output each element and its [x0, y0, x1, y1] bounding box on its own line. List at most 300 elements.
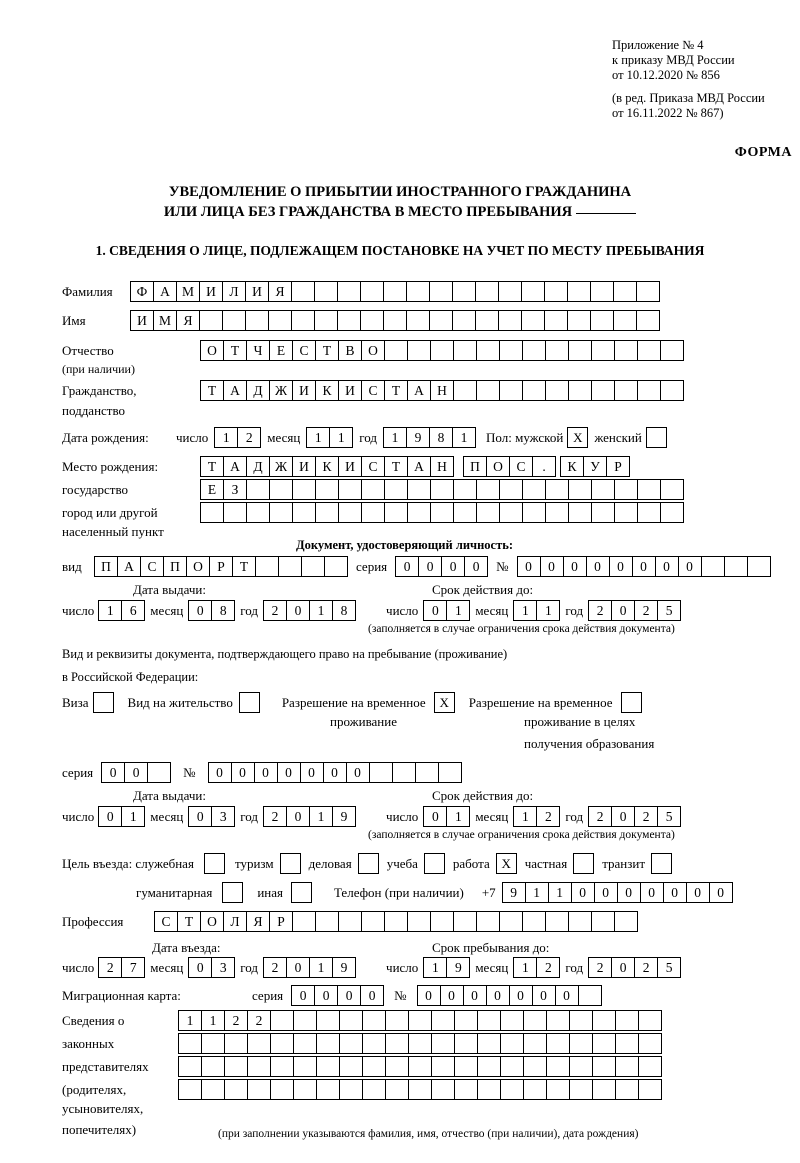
- migration-series-input[interactable]: [291, 985, 384, 1006]
- issue-year-input[interactable]: [263, 600, 356, 621]
- char-cell[interactable]: [499, 380, 523, 401]
- char-cell[interactable]: Е: [269, 340, 293, 361]
- char-cell[interactable]: [701, 556, 725, 577]
- patronymic-input[interactable]: [200, 340, 684, 361]
- char-cell[interactable]: [384, 502, 408, 523]
- char-cell[interactable]: [362, 1056, 386, 1077]
- char-cell[interactable]: [592, 1033, 616, 1054]
- char-cell[interactable]: 0: [440, 985, 464, 1006]
- char-cell[interactable]: [544, 281, 568, 302]
- char-cell[interactable]: 0: [532, 985, 556, 1006]
- char-cell[interactable]: [200, 502, 224, 523]
- char-cell[interactable]: [454, 1033, 478, 1054]
- char-cell[interactable]: Я: [268, 281, 292, 302]
- char-cell[interactable]: 0: [188, 806, 212, 827]
- char-cell[interactable]: 0: [540, 556, 564, 577]
- char-cell[interactable]: [316, 1010, 340, 1031]
- migration-number-input[interactable]: [417, 985, 602, 1006]
- char-cell[interactable]: [521, 281, 545, 302]
- char-cell[interactable]: Я: [246, 911, 270, 932]
- char-cell[interactable]: [636, 310, 660, 331]
- permit-number-input[interactable]: [208, 762, 462, 783]
- char-cell[interactable]: [499, 340, 523, 361]
- valid-year-input[interactable]: [588, 600, 681, 621]
- char-cell[interactable]: 2: [237, 427, 261, 448]
- char-cell[interactable]: [430, 911, 454, 932]
- char-cell[interactable]: [247, 1033, 271, 1054]
- char-cell[interactable]: [438, 762, 462, 783]
- char-cell[interactable]: [408, 1033, 432, 1054]
- char-cell[interactable]: 0: [509, 985, 533, 1006]
- char-cell[interactable]: [476, 479, 500, 500]
- char-cell[interactable]: [453, 502, 477, 523]
- entry-month-input[interactable]: [188, 957, 235, 978]
- char-cell[interactable]: [578, 985, 602, 1006]
- char-cell[interactable]: 0: [594, 882, 618, 903]
- char-cell[interactable]: [545, 502, 569, 523]
- char-cell[interactable]: 2: [98, 957, 122, 978]
- char-cell[interactable]: [636, 281, 660, 302]
- char-cell[interactable]: [477, 1010, 501, 1031]
- char-cell[interactable]: С: [292, 340, 316, 361]
- char-cell[interactable]: [339, 1033, 363, 1054]
- char-cell[interactable]: М: [153, 310, 177, 331]
- char-cell[interactable]: [383, 310, 407, 331]
- legal-rep-input-2[interactable]: [178, 1033, 662, 1054]
- char-cell[interactable]: 0: [655, 556, 679, 577]
- char-cell[interactable]: 5: [657, 600, 681, 621]
- char-cell[interactable]: [660, 479, 684, 500]
- char-cell[interactable]: [568, 911, 592, 932]
- char-cell[interactable]: [499, 502, 523, 523]
- birth-month-input[interactable]: [306, 427, 353, 448]
- char-cell[interactable]: Т: [232, 556, 256, 577]
- surname-input[interactable]: [130, 281, 660, 302]
- char-cell[interactable]: [614, 380, 638, 401]
- char-cell[interactable]: [567, 281, 591, 302]
- char-cell[interactable]: [293, 1079, 317, 1100]
- char-cell[interactable]: [591, 380, 615, 401]
- char-cell[interactable]: 5: [657, 957, 681, 978]
- char-cell[interactable]: 5: [657, 806, 681, 827]
- char-cell[interactable]: 0: [423, 600, 447, 621]
- char-cell[interactable]: [747, 556, 771, 577]
- char-cell[interactable]: Н: [430, 456, 454, 477]
- char-cell[interactable]: Т: [384, 456, 408, 477]
- char-cell[interactable]: У: [583, 456, 607, 477]
- char-cell[interactable]: [292, 911, 316, 932]
- document-series-input[interactable]: [395, 556, 488, 577]
- char-cell[interactable]: [384, 911, 408, 932]
- char-cell[interactable]: [339, 1056, 363, 1077]
- char-cell[interactable]: [430, 340, 454, 361]
- char-cell[interactable]: [278, 556, 302, 577]
- char-cell[interactable]: К: [560, 456, 584, 477]
- char-cell[interactable]: 1: [446, 600, 470, 621]
- char-cell[interactable]: 0: [423, 806, 447, 827]
- permit-issue-month-input[interactable]: [188, 806, 235, 827]
- char-cell[interactable]: К: [315, 456, 339, 477]
- char-cell[interactable]: П: [163, 556, 187, 577]
- char-cell[interactable]: [339, 1010, 363, 1031]
- char-cell[interactable]: З: [223, 479, 247, 500]
- permit-issue-day-input[interactable]: [98, 806, 145, 827]
- char-cell[interactable]: 0: [611, 957, 635, 978]
- char-cell[interactable]: [615, 1010, 639, 1031]
- char-cell[interactable]: 9: [406, 427, 430, 448]
- char-cell[interactable]: [545, 380, 569, 401]
- char-cell[interactable]: И: [292, 456, 316, 477]
- char-cell[interactable]: 1: [383, 427, 407, 448]
- char-cell[interactable]: [385, 1079, 409, 1100]
- char-cell[interactable]: [522, 340, 546, 361]
- char-cell[interactable]: [224, 1079, 248, 1100]
- char-cell[interactable]: [591, 911, 615, 932]
- char-cell[interactable]: [590, 281, 614, 302]
- profession-input[interactable]: [154, 911, 638, 932]
- char-cell[interactable]: [569, 1079, 593, 1100]
- char-cell[interactable]: 0: [463, 985, 487, 1006]
- char-cell[interactable]: [500, 1079, 524, 1100]
- char-cell[interactable]: [384, 340, 408, 361]
- purpose-business-checkbox[interactable]: [358, 853, 379, 874]
- char-cell[interactable]: [316, 1056, 340, 1077]
- char-cell[interactable]: С: [361, 456, 385, 477]
- char-cell[interactable]: 1: [513, 600, 537, 621]
- char-cell[interactable]: [522, 479, 546, 500]
- char-cell[interactable]: 3: [211, 806, 235, 827]
- char-cell[interactable]: С: [154, 911, 178, 932]
- char-cell[interactable]: [476, 380, 500, 401]
- char-cell[interactable]: [338, 479, 362, 500]
- char-cell[interactable]: Т: [223, 340, 247, 361]
- purpose-study-checkbox[interactable]: [424, 853, 445, 874]
- char-cell[interactable]: Р: [269, 911, 293, 932]
- temp-residence-checkbox[interactable]: X: [434, 692, 455, 713]
- char-cell[interactable]: 2: [634, 957, 658, 978]
- char-cell[interactable]: [362, 1033, 386, 1054]
- char-cell[interactable]: Т: [384, 380, 408, 401]
- char-cell[interactable]: [569, 1010, 593, 1031]
- char-cell[interactable]: [546, 1010, 570, 1031]
- char-cell[interactable]: 0: [314, 985, 338, 1006]
- legal-rep-input-3[interactable]: [178, 1056, 662, 1077]
- char-cell[interactable]: Л: [222, 281, 246, 302]
- char-cell[interactable]: Е: [200, 479, 224, 500]
- char-cell[interactable]: 1: [309, 957, 333, 978]
- purpose-tourism-checkbox[interactable]: [280, 853, 301, 874]
- char-cell[interactable]: [362, 1010, 386, 1031]
- char-cell[interactable]: [407, 502, 431, 523]
- char-cell[interactable]: [270, 1079, 294, 1100]
- char-cell[interactable]: 2: [263, 957, 287, 978]
- char-cell[interactable]: 1: [309, 806, 333, 827]
- char-cell[interactable]: [637, 502, 661, 523]
- sex-male-checkbox[interactable]: X: [567, 427, 588, 448]
- char-cell[interactable]: [201, 1079, 225, 1100]
- edu-residence-checkbox[interactable]: [621, 692, 642, 713]
- legal-rep-input-1[interactable]: [178, 1010, 662, 1031]
- char-cell[interactable]: 0: [286, 957, 310, 978]
- char-cell[interactable]: 0: [300, 762, 324, 783]
- char-cell[interactable]: [245, 310, 269, 331]
- char-cell[interactable]: 0: [563, 556, 587, 577]
- legal-rep-input-4[interactable]: [178, 1079, 662, 1100]
- char-cell[interactable]: [498, 310, 522, 331]
- char-cell[interactable]: [223, 502, 247, 523]
- char-cell[interactable]: 0: [586, 556, 610, 577]
- char-cell[interactable]: [361, 911, 385, 932]
- char-cell[interactable]: [544, 310, 568, 331]
- char-cell[interactable]: [270, 1010, 294, 1031]
- char-cell[interactable]: [314, 310, 338, 331]
- char-cell[interactable]: [453, 479, 477, 500]
- char-cell[interactable]: 0: [441, 556, 465, 577]
- char-cell[interactable]: 0: [517, 556, 541, 577]
- char-cell[interactable]: [591, 502, 615, 523]
- valid-day-input[interactable]: [423, 600, 470, 621]
- issue-day-input[interactable]: [98, 600, 145, 621]
- char-cell[interactable]: [523, 1010, 547, 1031]
- char-cell[interactable]: [338, 502, 362, 523]
- char-cell[interactable]: [269, 479, 293, 500]
- char-cell[interactable]: [301, 556, 325, 577]
- char-cell[interactable]: [255, 556, 279, 577]
- visa-checkbox[interactable]: [93, 692, 114, 713]
- char-cell[interactable]: [546, 1056, 570, 1077]
- char-cell[interactable]: [315, 479, 339, 500]
- char-cell[interactable]: 0: [609, 556, 633, 577]
- char-cell[interactable]: [178, 1033, 202, 1054]
- char-cell[interactable]: 1: [525, 882, 549, 903]
- char-cell[interactable]: Ф: [130, 281, 154, 302]
- char-cell[interactable]: 9: [332, 957, 356, 978]
- char-cell[interactable]: 0: [231, 762, 255, 783]
- purpose-service-checkbox[interactable]: [204, 853, 225, 874]
- char-cell[interactable]: [523, 1033, 547, 1054]
- char-cell[interactable]: [475, 310, 499, 331]
- char-cell[interactable]: [408, 1079, 432, 1100]
- char-cell[interactable]: Ж: [269, 380, 293, 401]
- char-cell[interactable]: [522, 911, 546, 932]
- purpose-other-checkbox[interactable]: [291, 882, 312, 903]
- char-cell[interactable]: [546, 1079, 570, 1100]
- char-cell[interactable]: 2: [588, 957, 612, 978]
- char-cell[interactable]: [293, 1033, 317, 1054]
- char-cell[interactable]: 1: [98, 600, 122, 621]
- birth-day-input[interactable]: [214, 427, 261, 448]
- permit-valid-month-input[interactable]: [513, 806, 560, 827]
- char-cell[interactable]: 0: [124, 762, 148, 783]
- char-cell[interactable]: 0: [188, 957, 212, 978]
- char-cell[interactable]: 1: [214, 427, 238, 448]
- char-cell[interactable]: Т: [200, 456, 224, 477]
- char-cell[interactable]: [429, 281, 453, 302]
- char-cell[interactable]: [247, 1056, 271, 1077]
- char-cell[interactable]: 0: [346, 762, 370, 783]
- phone-input[interactable]: [502, 882, 733, 903]
- char-cell[interactable]: [613, 281, 637, 302]
- purpose-work-checkbox[interactable]: X: [496, 853, 517, 874]
- char-cell[interactable]: [592, 1010, 616, 1031]
- sex-female-checkbox[interactable]: [646, 427, 667, 448]
- char-cell[interactable]: 0: [395, 556, 419, 577]
- char-cell[interactable]: [316, 1033, 340, 1054]
- char-cell[interactable]: [147, 762, 171, 783]
- char-cell[interactable]: 0: [360, 985, 384, 1006]
- char-cell[interactable]: 1: [178, 1010, 202, 1031]
- char-cell[interactable]: [477, 1056, 501, 1077]
- char-cell[interactable]: А: [407, 456, 431, 477]
- char-cell[interactable]: О: [200, 911, 224, 932]
- char-cell[interactable]: [615, 1079, 639, 1100]
- char-cell[interactable]: Т: [200, 380, 224, 401]
- char-cell[interactable]: 0: [254, 762, 278, 783]
- char-cell[interactable]: [314, 281, 338, 302]
- char-cell[interactable]: [385, 1033, 409, 1054]
- char-cell[interactable]: [222, 310, 246, 331]
- char-cell[interactable]: 0: [286, 806, 310, 827]
- char-cell[interactable]: [361, 479, 385, 500]
- char-cell[interactable]: 2: [263, 600, 287, 621]
- char-cell[interactable]: И: [338, 456, 362, 477]
- char-cell[interactable]: [476, 911, 500, 932]
- char-cell[interactable]: А: [223, 456, 247, 477]
- char-cell[interactable]: А: [223, 380, 247, 401]
- char-cell[interactable]: 0: [188, 600, 212, 621]
- char-cell[interactable]: 1: [513, 806, 537, 827]
- char-cell[interactable]: [590, 310, 614, 331]
- char-cell[interactable]: [337, 281, 361, 302]
- char-cell[interactable]: [477, 1079, 501, 1100]
- char-cell[interactable]: [269, 502, 293, 523]
- char-cell[interactable]: [522, 502, 546, 523]
- char-cell[interactable]: Т: [177, 911, 201, 932]
- char-cell[interactable]: [498, 281, 522, 302]
- char-cell[interactable]: 9: [446, 957, 470, 978]
- valid-month-input[interactable]: [513, 600, 560, 621]
- char-cell[interactable]: [430, 479, 454, 500]
- char-cell[interactable]: 2: [536, 806, 560, 827]
- char-cell[interactable]: [591, 340, 615, 361]
- char-cell[interactable]: Ч: [246, 340, 270, 361]
- char-cell[interactable]: 1: [329, 427, 353, 448]
- char-cell[interactable]: [613, 310, 637, 331]
- char-cell[interactable]: [567, 310, 591, 331]
- char-cell[interactable]: 2: [634, 806, 658, 827]
- char-cell[interactable]: [406, 310, 430, 331]
- char-cell[interactable]: 1: [452, 427, 476, 448]
- residence-permit-checkbox[interactable]: [239, 692, 260, 713]
- char-cell[interactable]: О: [200, 340, 224, 361]
- entry-day-input[interactable]: [98, 957, 145, 978]
- char-cell[interactable]: [360, 281, 384, 302]
- char-cell[interactable]: Д: [246, 456, 270, 477]
- char-cell[interactable]: [452, 281, 476, 302]
- char-cell[interactable]: [270, 1056, 294, 1077]
- char-cell[interactable]: 1: [121, 806, 145, 827]
- char-cell[interactable]: 1: [201, 1010, 225, 1031]
- char-cell[interactable]: [270, 1033, 294, 1054]
- char-cell[interactable]: [360, 310, 384, 331]
- char-cell[interactable]: [615, 1033, 639, 1054]
- char-cell[interactable]: 1: [513, 957, 537, 978]
- char-cell[interactable]: 1: [548, 882, 572, 903]
- char-cell[interactable]: [592, 1056, 616, 1077]
- char-cell[interactable]: 0: [632, 556, 656, 577]
- char-cell[interactable]: И: [199, 281, 223, 302]
- char-cell[interactable]: 0: [98, 806, 122, 827]
- char-cell[interactable]: 0: [277, 762, 301, 783]
- name-input[interactable]: [130, 310, 660, 331]
- char-cell[interactable]: О: [486, 456, 510, 477]
- char-cell[interactable]: Т: [315, 340, 339, 361]
- char-cell[interactable]: [431, 1079, 455, 1100]
- char-cell[interactable]: [500, 1010, 524, 1031]
- char-cell[interactable]: [568, 380, 592, 401]
- char-cell[interactable]: [224, 1056, 248, 1077]
- char-cell[interactable]: [660, 380, 684, 401]
- char-cell[interactable]: [568, 340, 592, 361]
- char-cell[interactable]: И: [338, 380, 362, 401]
- birthplace-input-line-1[interactable]: [200, 456, 630, 477]
- char-cell[interactable]: 0: [337, 985, 361, 1006]
- char-cell[interactable]: 2: [536, 957, 560, 978]
- permit-series-input[interactable]: [101, 762, 171, 783]
- stay-month-input[interactable]: [513, 957, 560, 978]
- char-cell[interactable]: [431, 1033, 455, 1054]
- char-cell[interactable]: [324, 556, 348, 577]
- permit-valid-year-input[interactable]: [588, 806, 681, 827]
- char-cell[interactable]: 0: [323, 762, 347, 783]
- char-cell[interactable]: [293, 1056, 317, 1077]
- char-cell[interactable]: [454, 1079, 478, 1100]
- char-cell[interactable]: С: [509, 456, 533, 477]
- char-cell[interactable]: [385, 1056, 409, 1077]
- char-cell[interactable]: И: [130, 310, 154, 331]
- entry-year-input[interactable]: [263, 957, 356, 978]
- char-cell[interactable]: [545, 479, 569, 500]
- char-cell[interactable]: [453, 380, 477, 401]
- char-cell[interactable]: 0: [686, 882, 710, 903]
- char-cell[interactable]: 2: [588, 600, 612, 621]
- char-cell[interactable]: Я: [176, 310, 200, 331]
- char-cell[interactable]: [477, 1033, 501, 1054]
- char-cell[interactable]: 2: [263, 806, 287, 827]
- char-cell[interactable]: [615, 1056, 639, 1077]
- char-cell[interactable]: [291, 310, 315, 331]
- char-cell[interactable]: [499, 911, 523, 932]
- char-cell[interactable]: [383, 281, 407, 302]
- char-cell[interactable]: 0: [611, 600, 635, 621]
- char-cell[interactable]: [315, 911, 339, 932]
- char-cell[interactable]: [369, 762, 393, 783]
- char-cell[interactable]: 1: [309, 600, 333, 621]
- char-cell[interactable]: [407, 340, 431, 361]
- char-cell[interactable]: [408, 1056, 432, 1077]
- char-cell[interactable]: 0: [555, 985, 579, 1006]
- char-cell[interactable]: [362, 1079, 386, 1100]
- char-cell[interactable]: [246, 502, 270, 523]
- permit-issue-year-input[interactable]: [263, 806, 356, 827]
- char-cell[interactable]: [201, 1033, 225, 1054]
- char-cell[interactable]: [407, 911, 431, 932]
- char-cell[interactable]: 0: [611, 806, 635, 827]
- char-cell[interactable]: [224, 1033, 248, 1054]
- char-cell[interactable]: [268, 310, 292, 331]
- char-cell[interactable]: [247, 1079, 271, 1100]
- char-cell[interactable]: [407, 479, 431, 500]
